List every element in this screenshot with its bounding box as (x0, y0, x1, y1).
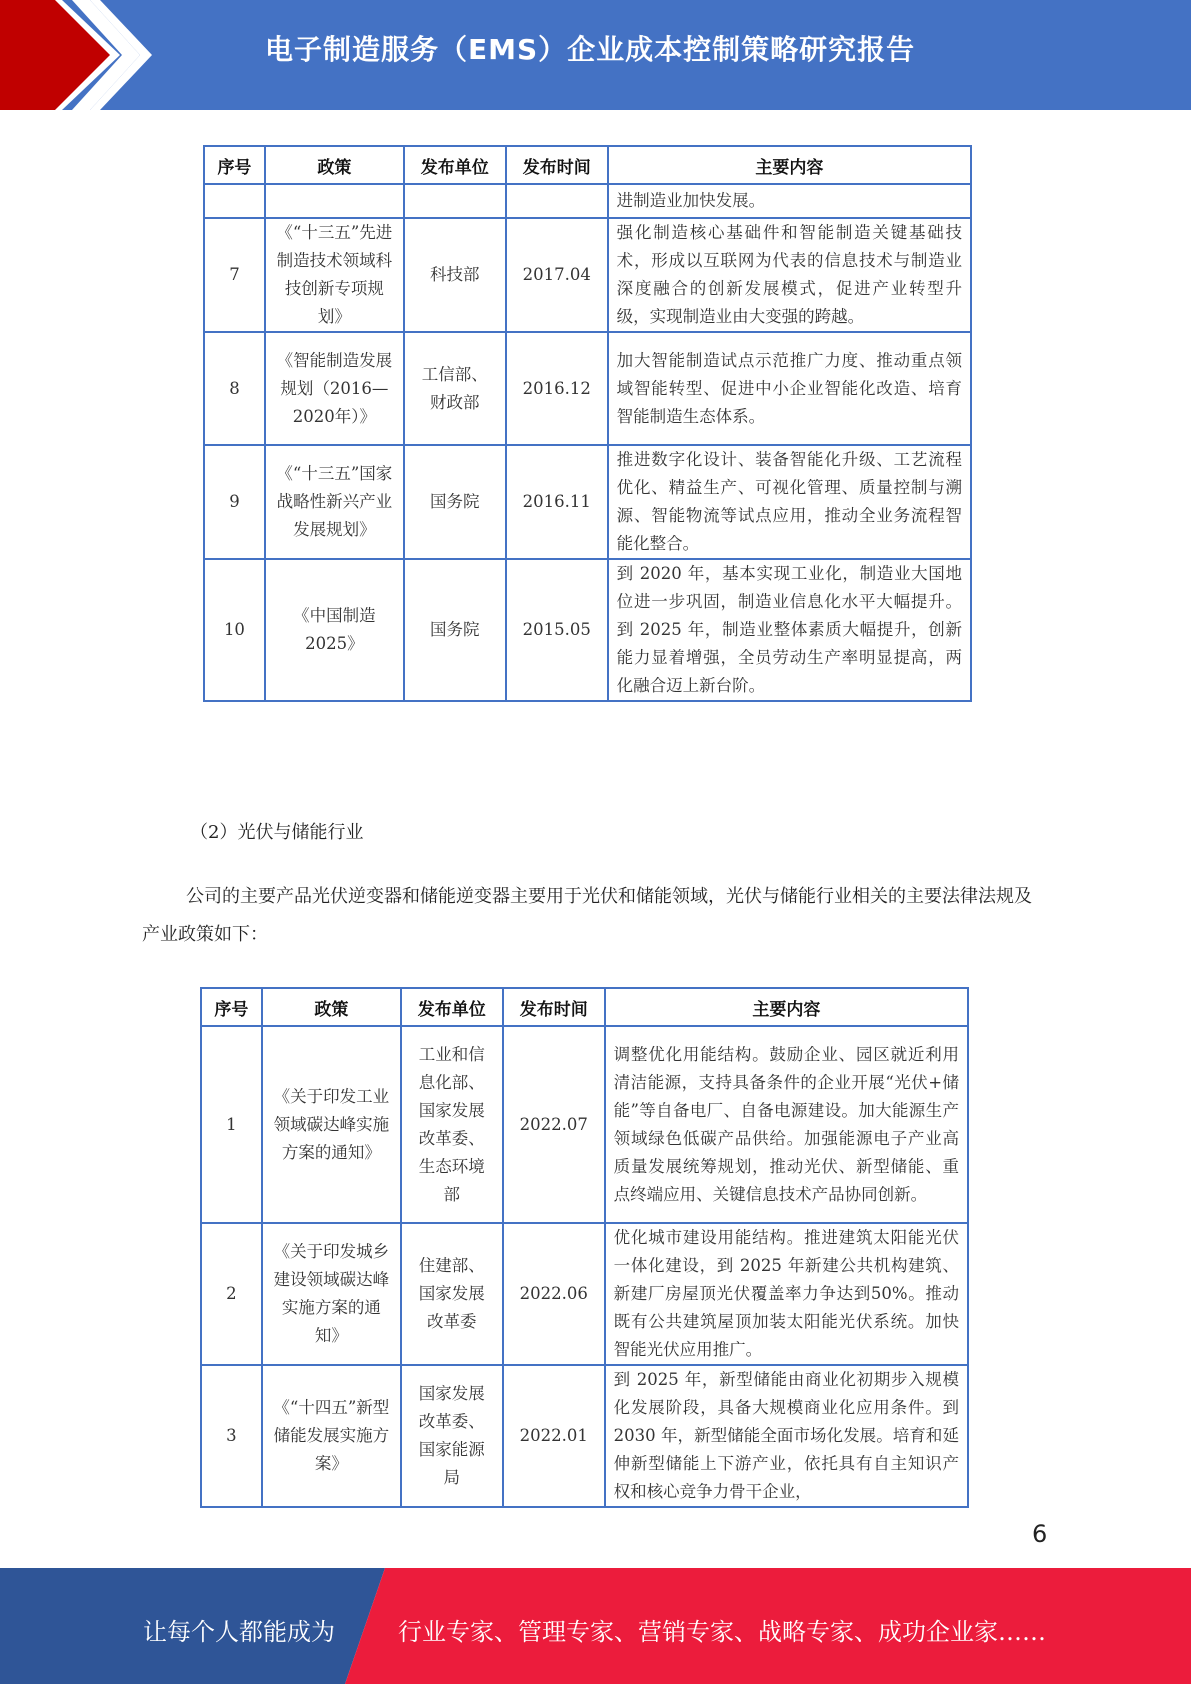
cell-date: 2015.05 (506, 559, 608, 701)
cell-policy (265, 184, 404, 218)
page-footer (0, 1568, 1191, 1684)
cell-policy (265, 218, 404, 332)
cell-issuer (401, 1365, 503, 1507)
cell-date: 2016.11 (506, 445, 608, 559)
cell-date: 2022.07 (503, 1026, 605, 1223)
cell-issuer: 科技部 (404, 218, 506, 332)
policy-name: 《关于印发工业领域碳达峰实施方案的通知》 (273, 1086, 390, 1162)
page-header (0, 0, 1191, 110)
cell-no: 9 (204, 445, 265, 559)
cell-content: 到 2020 年，基本实现工业化，制造业大国地位进一步巩固，制造业信息化水平大幅提升。到 2025 年，制造业整体素质大幅提升，创新能力显着增强，全员劳动生产率明显提高，两化融合迈上新台阶。 (608, 559, 971, 701)
table-row (204, 559, 971, 701)
cell-no: 3 (201, 1365, 262, 1507)
cell-no: 8 (204, 332, 265, 445)
policy-name: 《智能制造发展规划（2016—2020年）》 (276, 350, 393, 426)
issuer-name: 国家发展改革委、国家能源局 (418, 1384, 485, 1487)
policy-name: 《“十三五”先进制造技术领域科技创新专项规划》 (276, 223, 393, 326)
cell-policy (262, 1365, 401, 1507)
col-header-policy: 政策 (265, 146, 404, 184)
cell-date (506, 184, 608, 218)
cell-no: 2 (201, 1223, 262, 1365)
cell-issuer (401, 1026, 503, 1223)
cell-policy (265, 559, 404, 701)
policy-table-pv-storage (200, 987, 969, 1508)
footer-slogan-left: 让每个人都能成为 (143, 1618, 335, 1646)
cell-content: 到 2025 年，新型储能由商业化初期步入规模化发展阶段，具备大规模商业化应用条件。到 2030 年，新型储能全面市场化发展。培育和延伸新型储能上下游产业，依托具有自主知识产权和核心竞争力骨干企业， (605, 1365, 968, 1507)
table-row (201, 1365, 968, 1507)
col-header-issuer: 发布单位 (401, 988, 503, 1026)
cell-policy (262, 1026, 401, 1223)
policy-name: 《关于印发城乡建设领域碳达峰实施方案的通知》 (273, 1242, 390, 1345)
table-row (201, 1223, 968, 1365)
cell-no: 7 (204, 218, 265, 332)
policy-table-manufacturing (203, 145, 972, 702)
cell-content: 加大智能制造试点示范推广力度、推动重点领域智能转型、促进中小企业智能化改造、培育智能制造生态体系。 (608, 332, 971, 445)
issuer-name: 住建部、国家发展改革委 (418, 1256, 485, 1331)
table-row-continuation (204, 184, 971, 218)
policy-name: 《“十四五”新型储能发展实施方案》 (273, 1398, 390, 1473)
cell-no: 1 (201, 1026, 262, 1223)
table-row (201, 1026, 968, 1223)
cell-content: 推进数字化设计、装备智能化升级、工艺流程优化、精益生产、可视化管理、质量控制与溯源、智能物流等试点应用，推动全业务流程智能化整合。 (608, 445, 971, 559)
policy-name: 《中国制造2025》 (293, 606, 376, 653)
col-header-no: 序号 (204, 146, 265, 184)
table-row (204, 218, 971, 332)
cell-no (204, 184, 265, 218)
cell-content: 强化制造核心基础件和智能制造关键基础技术，形成以互联网为代表的信息技术与制造业深度融合的创新发展模式，促进产业转型升级，实现制造业由大变强的跨越。 (608, 218, 971, 332)
col-header-date: 发布时间 (503, 988, 605, 1026)
cell-date: 2017.04 (506, 218, 608, 332)
cell-date: 2016.12 (506, 332, 608, 445)
cell-content: 调整优化用能结构。鼓励企业、园区就近利用清洁能源，支持具备条件的企业开展“光伏+储能”等自备电厂、自备电源建设。加大能源生产领域绿色低碳产品供给。加强能源电子产业高质量发展统筹规划，推动光伏、新型储能、重点终端应用、关键信息技术产品协同创新。 (605, 1026, 968, 1223)
footer-slogan-right: 行业专家、管理专家、营销专家、战略专家、成功企业家…… (398, 1618, 1046, 1646)
policy-name: 《“十三五”国家战略性新兴产业发展规划》 (276, 464, 393, 539)
col-header-content: 主要内容 (605, 988, 968, 1026)
section-paragraph: 公司的主要产品光伏逆变器和储能逆变器主要用于光伏和储能领域，光伏与储能行业相关的主要法律法规及产业政策如下： (142, 886, 1032, 945)
col-header-policy: 政策 (262, 988, 401, 1026)
document-title: 电子制造服务（EMS）企业成本控制策略研究报告 (265, 33, 916, 66)
page-number: 6 (1032, 1520, 1048, 1548)
cell-content: 优化城市建设用能结构。推进建筑太阳能光伏一体化建设，到 2025 年新建公共机构建筑、新建厂房屋顶光伏覆盖率力争达到50%。推动既有公共建筑屋顶加装太阳能光伏系统。加快智能光伏应用推广。 (605, 1223, 968, 1365)
table-header-row (201, 988, 968, 1026)
cell-policy (265, 332, 404, 445)
section-heading: （2）光伏与储能行业 (190, 822, 364, 843)
cell-issuer (401, 1223, 503, 1365)
col-header-issuer: 发布单位 (404, 146, 506, 184)
col-header-no: 序号 (201, 988, 262, 1026)
table-header-row (204, 146, 971, 184)
cell-issuer: 国务院 (404, 559, 506, 701)
table-row (204, 445, 971, 559)
cell-issuer: 国务院 (404, 445, 506, 559)
cell-policy (265, 445, 404, 559)
cell-no: 10 (204, 559, 265, 701)
cell-issuer (404, 184, 506, 218)
cell-date: 2022.06 (503, 1223, 605, 1365)
cell-policy (262, 1223, 401, 1365)
issuer-name: 工信部、财政部 (421, 364, 488, 412)
cell-content: 进制造业加快发展。 (608, 184, 971, 218)
col-header-content: 主要内容 (608, 146, 971, 184)
issuer-name: 工业和信息化部、国家发展改革委、生态环境部 (418, 1044, 485, 1204)
col-header-date: 发布时间 (506, 146, 608, 184)
table-row (204, 332, 971, 445)
cell-date: 2022.01 (503, 1365, 605, 1507)
cell-issuer (404, 332, 506, 445)
